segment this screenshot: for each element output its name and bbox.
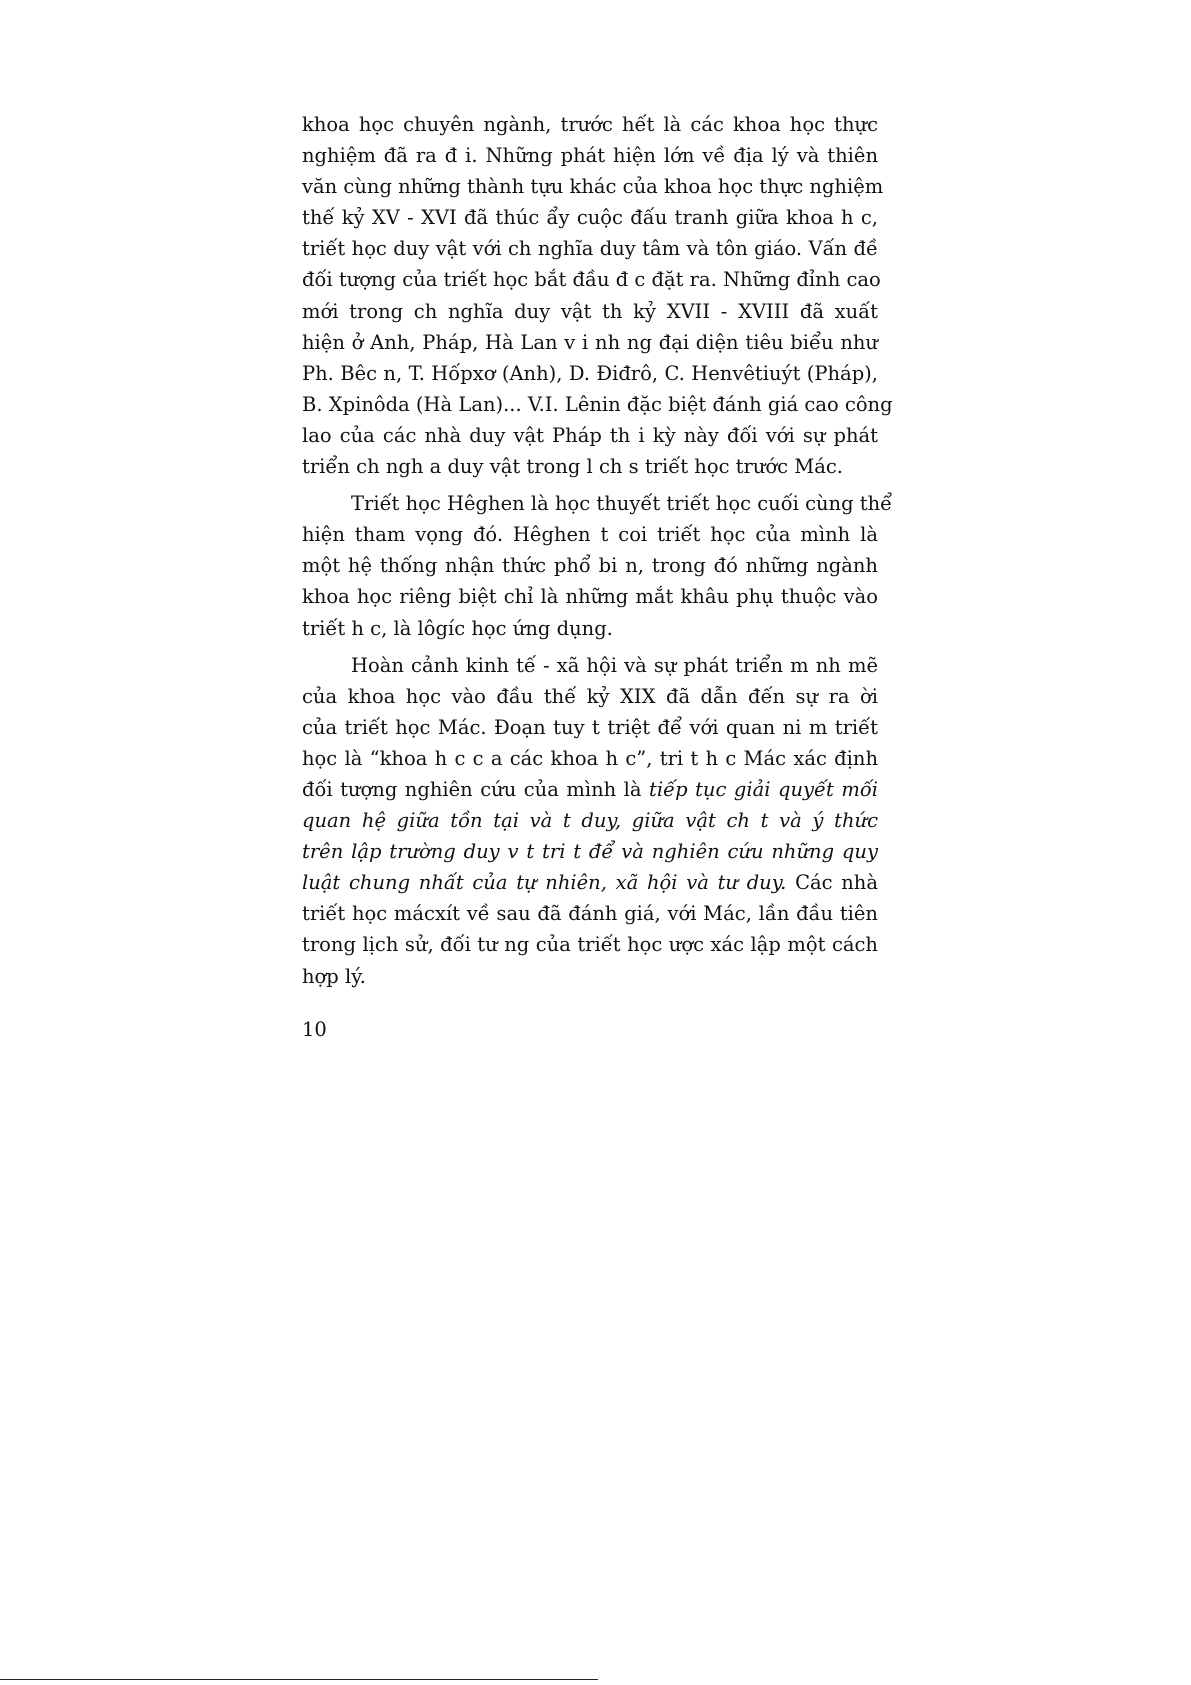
body-text [302, 109, 893, 992]
text-line [302, 519, 878, 550]
italic-text: luật chung nhất của tự nhiên, xã hội và tư duy. [302, 871, 787, 895]
text-run: khoa học riêng biệt chỉ là những mắt khâu phụ thuộc vào [302, 585, 878, 609]
text-run: nghiệm đã ra đ i. Những phát hiện lớn về địa lý và thiên [302, 144, 878, 168]
text-line [302, 681, 878, 712]
text-line [302, 929, 878, 960]
text-run: mới trong ch nghĩa duy vật th kỷ XVII - XVIII đã xuất [302, 299, 878, 323]
text-run: lao của các nhà duy vật Pháp th i kỳ này đối với sự phát [302, 423, 878, 447]
paragraph [302, 488, 893, 643]
text-line [302, 961, 878, 992]
text-run: một hệ thống nhận thức phổ bi n, trong đó những ngành [302, 554, 878, 578]
text-line [302, 581, 878, 612]
text-run: học là “khoa h c c a các khoa h c”, tri t h c Mác xác định [302, 746, 878, 770]
text-line [302, 451, 878, 482]
text-line [302, 613, 878, 644]
text-line [302, 420, 878, 451]
text-run: triết h c, là lôgíc học ứng dụng. [302, 616, 613, 640]
text-line [302, 712, 878, 743]
text-line [302, 202, 878, 233]
text-line [302, 389, 893, 420]
text-line [302, 264, 881, 295]
text-line [302, 867, 878, 898]
text-line [302, 233, 878, 264]
text-line [302, 836, 878, 867]
paragraph [302, 109, 893, 482]
text-run: hiện ở Anh, Pháp, Hà Lan v i nh ng đại diện tiêu biểu như [302, 330, 878, 354]
text-run: thế kỷ XV - XVI đã thúc ẩy cuộc đấu tranh giữa khoa h c, [302, 206, 878, 230]
text-line [302, 358, 878, 389]
text-run: triết học duy vật với ch nghĩa duy tâm và tôn giáo. Vấn đề [302, 237, 878, 261]
page-number: 10 [302, 1018, 327, 1041]
bottom-rule [0, 1679, 598, 1680]
text-line [302, 650, 878, 681]
text-line [302, 140, 878, 171]
text-run: triết học mácxít về sau đã đánh giá, với Mác, lần đầu tiên [302, 902, 878, 926]
text-line [302, 774, 878, 805]
paragraph [302, 650, 878, 992]
text-line [302, 327, 878, 358]
text-run: B. Xpinôda (Hà Lan)... V.I. Lênin đặc biệt đánh giá cao công [302, 392, 893, 416]
italic-text: quan hệ giữa tồn tại và t duy, giữa vật ch t và ý thức [302, 809, 878, 833]
text-run: Ph. Bêc n, T. Hốpxơ (Anh), D. Điđrô, C. Henvêtiuýt (Pháp), [302, 361, 878, 385]
text-run: Các nhà [786, 871, 878, 895]
text-run: trong lịch sử, đối tư ng của triết học ược xác lập một cách [302, 933, 878, 957]
text-line [302, 488, 893, 519]
text-line [302, 296, 878, 327]
text-run: triển ch ngh a duy vật trong l ch s triết học trước Mác. [302, 455, 843, 479]
text-run: khoa học chuyên ngành, trước hết là các khoa học thực [302, 113, 878, 136]
text-run: Hoàn cảnh kinh tế - xã hội và sự phát triển m nh mẽ [351, 653, 878, 677]
text-line [302, 109, 878, 140]
italic-text: trên lập trường duy v t tri t để và nghiên cứu những quy [302, 840, 878, 864]
text-line [302, 898, 878, 929]
text-run: văn cùng những thành tựu khác của khoa học thực nghiệm [302, 175, 884, 199]
text-run: đối tượng nghiên cứu của mình là [302, 777, 650, 801]
italic-text: tiếp tục giải quyết mối [649, 777, 878, 801]
text-line [302, 550, 878, 581]
text-line [302, 171, 884, 202]
text-run: của triết học Mác. Đoạn tuy t triệt để với quan ni m triết [302, 715, 878, 739]
text-run: của khoa học vào đầu thế kỷ XIX đã dẫn đến sự ra ời [302, 684, 878, 708]
text-line [302, 805, 878, 836]
text-line [302, 743, 878, 774]
text-run: hợp lý. [302, 964, 366, 988]
text-run: Triết học Hêghen là học thuyết triết học cuối cùng thể [351, 492, 893, 516]
text-run: hiện tham vọng đó. Hêghen t coi triết học của mình là [302, 523, 878, 547]
text-run: đối tượng của triết học bắt đầu đ c đặt ra. Những đỉnh cao [302, 268, 881, 292]
